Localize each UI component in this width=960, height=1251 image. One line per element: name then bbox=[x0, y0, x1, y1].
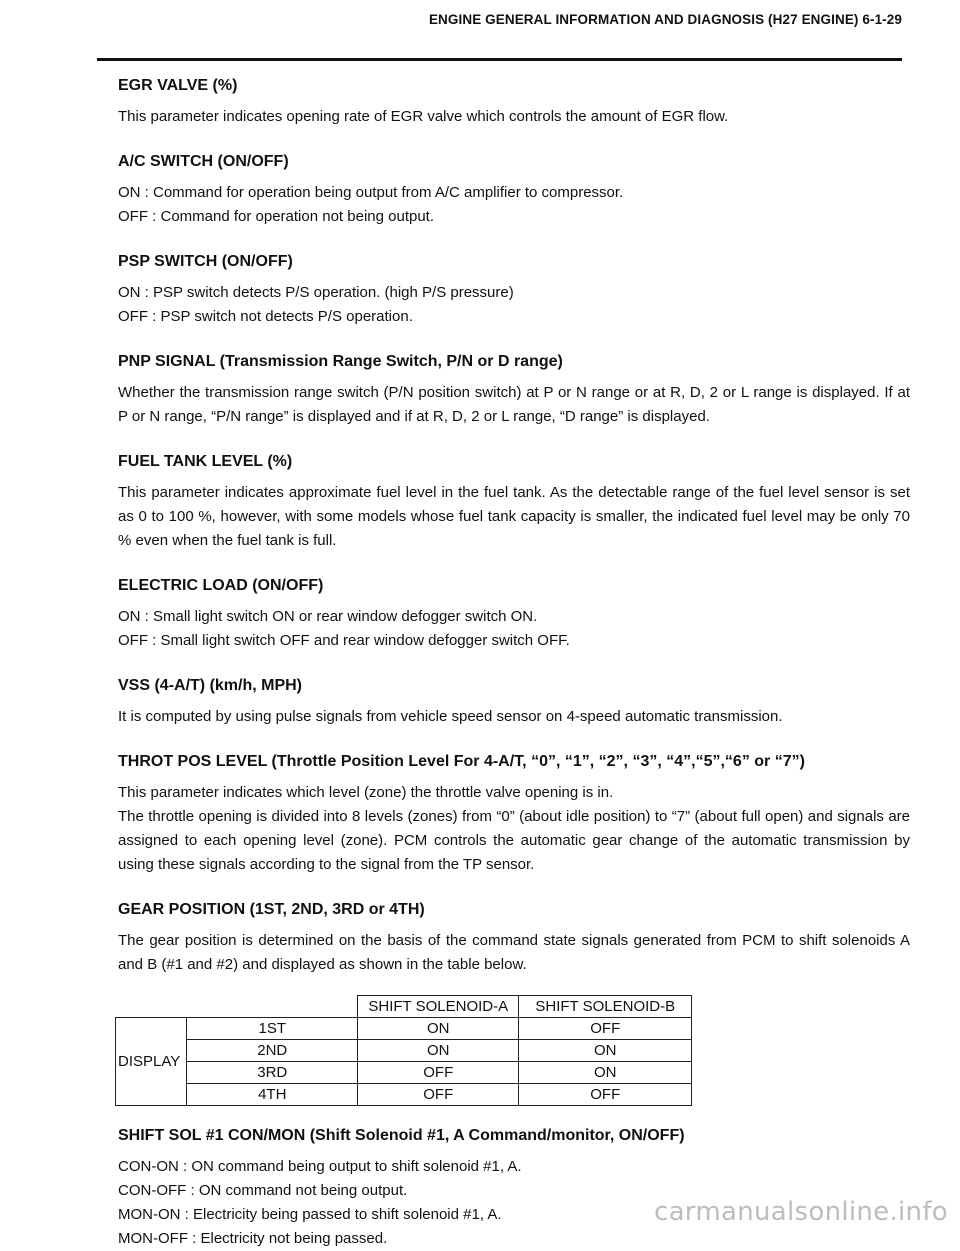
table-header-cell: SHIFT SOLENOID-A bbox=[358, 996, 519, 1018]
table-cell: 4TH bbox=[187, 1084, 358, 1106]
section-text: ON : Small light switch ON or rear window defogger switch ON. bbox=[118, 608, 538, 625]
section-text: This parameter indicates opening rate of EGR valve which controls the amount of EGR flow. bbox=[118, 108, 729, 125]
section-psp-switch bbox=[118, 252, 910, 329]
table-cell: OFF bbox=[358, 1084, 519, 1106]
section-title: PSP SWITCH (ON/OFF) bbox=[118, 253, 293, 270]
table-cell: OFF bbox=[519, 1084, 692, 1106]
section-title: VSS (4-A/T) (km/h, MPH) bbox=[118, 677, 303, 694]
section-text: CON-OFF : ON command not being output. bbox=[118, 1182, 408, 1199]
table-cell: 1ST bbox=[187, 1018, 358, 1040]
table-header-row bbox=[116, 996, 692, 1018]
section-egr-valve bbox=[118, 76, 910, 129]
section-text: It is computed by using pulse signals from vehicle speed sensor on 4-speed automatic transmission. bbox=[118, 708, 783, 725]
section-title: FUEL TANK LEVEL (%) bbox=[118, 453, 293, 470]
table-row bbox=[116, 1062, 692, 1084]
section-title: SHIFT SOL #1 CON/MON (Shift Solenoid #1, A Command/monitor, ON/OFF) bbox=[118, 1127, 685, 1144]
section-ac-switch bbox=[118, 152, 910, 229]
table-row bbox=[116, 1018, 692, 1040]
table-cell: 2ND bbox=[187, 1040, 358, 1062]
table-cell: OFF bbox=[358, 1062, 519, 1084]
table-cell: 3RD bbox=[187, 1062, 358, 1084]
table-row bbox=[116, 1084, 692, 1106]
table-row bbox=[116, 1040, 692, 1062]
section-gear-position bbox=[118, 900, 910, 1106]
section-text: OFF : PSP switch not detects P/S operation. bbox=[118, 308, 413, 325]
section-title: A/C SWITCH (ON/OFF) bbox=[118, 153, 289, 170]
section-text: This parameter indicates which level (zone) the throttle valve opening is in. bbox=[118, 784, 614, 801]
section-title: ELECTRIC LOAD (ON/OFF) bbox=[118, 577, 324, 594]
page-content bbox=[118, 76, 910, 1251]
page-header bbox=[97, 12, 902, 61]
section-vss bbox=[118, 676, 910, 729]
section-text: MON-OFF : Electricity not being passed. bbox=[118, 1230, 388, 1247]
section-text: ON : PSP switch detects P/S operation. (high P/S pressure) bbox=[118, 284, 514, 301]
table-row-label: DISPLAY bbox=[116, 1018, 187, 1106]
table-cell: OFF bbox=[519, 1018, 692, 1040]
section-pnp-signal bbox=[118, 352, 910, 429]
section-title: EGR VALVE (%) bbox=[118, 77, 238, 94]
section-text: The throttle opening is divided into 8 levels (zones) from “0” (about idle position) to “7” (about full open) and signals are assigned to each opening level (zone). PCM controls the automatic gear change of the automatic transmission by using these signals according to the signal from the TP sensor. bbox=[118, 808, 910, 873]
section-text: OFF : Command for operation not being output. bbox=[118, 208, 435, 225]
table-header-cell: SHIFT SOLENOID-B bbox=[519, 996, 692, 1018]
section-shift-sol-1 bbox=[118, 1126, 910, 1251]
section-throt-pos-level bbox=[118, 752, 910, 877]
section-title: THROT POS LEVEL (Throttle Position Level For 4-A/T, “0”, “1”, “2”, “3”, “4”,“5”,“6” or “7”) bbox=[118, 753, 805, 770]
table-cell: ON bbox=[519, 1062, 692, 1084]
table-cell: ON bbox=[358, 1018, 519, 1040]
section-electric-load bbox=[118, 576, 910, 653]
section-text: The gear position is determined on the basis of the command state signals generated from PCM to shift solenoids A and B (#1 and #2) and displayed as shown in the table below. bbox=[118, 932, 910, 973]
section-fuel-tank-level bbox=[118, 452, 910, 553]
section-text: OFF : Small light switch OFF and rear window defogger switch OFF. bbox=[118, 632, 570, 649]
table-cell: ON bbox=[358, 1040, 519, 1062]
section-text: This parameter indicates approximate fuel level in the fuel tank. As the detectable range of the fuel level sensor is set as 0 to 100 %, however, with some models whose fuel tank capacity is smaller, the indicated fuel level may be only 70 % even when the fuel tank is full. bbox=[118, 484, 910, 549]
section-text: MON-ON : Electricity being passed to shift solenoid #1, A. bbox=[118, 1206, 502, 1223]
section-title: GEAR POSITION (1ST, 2ND, 3RD or 4TH) bbox=[118, 901, 425, 918]
section-text: Whether the transmission range switch (P/N position switch) at P or N range or at R, D, 2 or L range is displayed. If at P or N range, “P/N range” is displayed and if at R, D, 2 or L range, “D range” is displayed. bbox=[118, 384, 910, 425]
gear-position-table bbox=[115, 995, 692, 1106]
section-text: ON : Command for operation being output from A/C amplifier to compressor. bbox=[118, 184, 624, 201]
section-text: CON-ON : ON command being output to shift solenoid #1, A. bbox=[118, 1158, 522, 1175]
watermark-text: carmanualsonline.info bbox=[653, 1197, 948, 1227]
header-title: ENGINE GENERAL INFORMATION AND DIAGNOSIS (H27 ENGINE) 6-1-29 bbox=[428, 12, 902, 27]
section-title: PNP SIGNAL (Transmission Range Switch, P/N or D range) bbox=[118, 353, 563, 370]
table-cell: ON bbox=[519, 1040, 692, 1062]
